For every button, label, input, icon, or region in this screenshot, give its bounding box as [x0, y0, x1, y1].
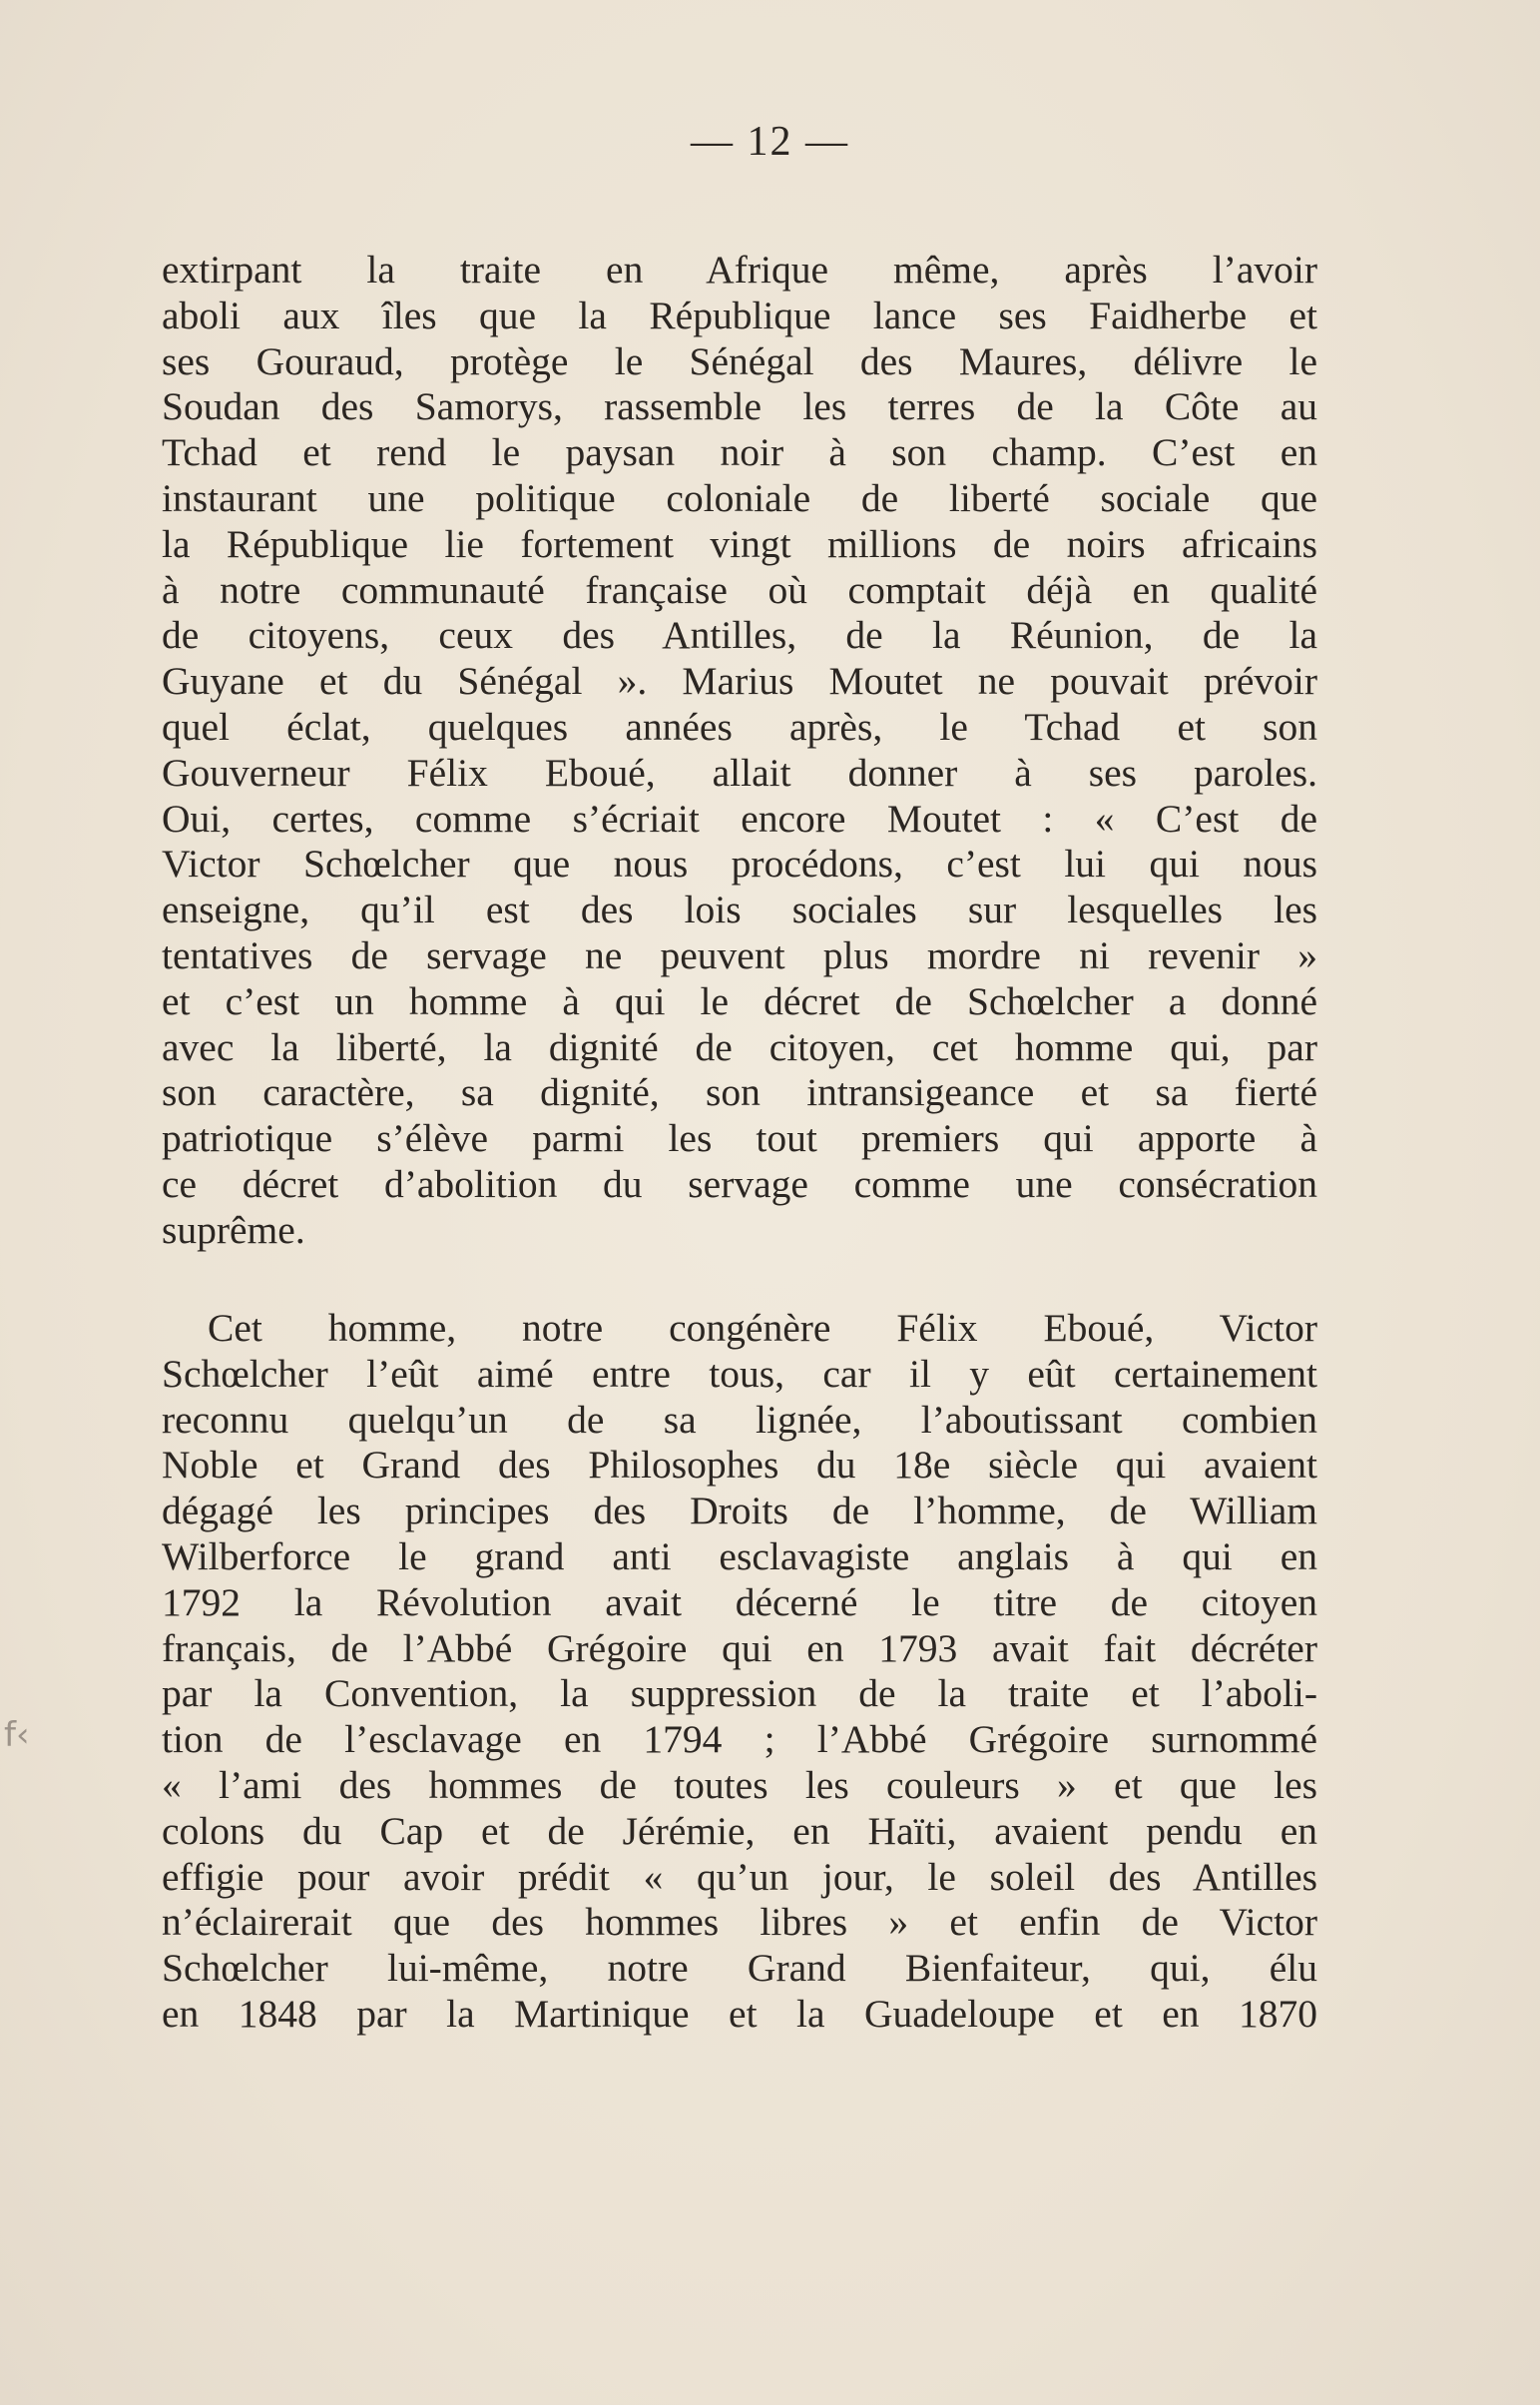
margin-pencil-mark: f‹	[4, 1715, 30, 1755]
text-line: tentatives de servage ne peuvent plus mordre ni revenir »	[162, 932, 1317, 977]
text-line: colons du Cap et de Jérémie, en Haïti, avaient pendu en	[162, 1808, 1317, 1853]
text-line: et c’est un homme à qui le décret de Schœlcher a donné	[162, 978, 1317, 1023]
text-line: « l’ami des hommes de toutes les couleurs » et que les	[162, 1762, 1317, 1807]
text-line: Tchad et rend le paysan noir à son champ. C’est en	[162, 430, 1317, 475]
text-line: la République lie fortement vingt millions de noirs africains	[162, 521, 1317, 566]
text-line: quel éclat, quelques années après, le Tchad et son	[162, 704, 1317, 749]
text-line: de citoyens, ceux des Antilles, de la Réunion, de la	[162, 613, 1317, 658]
text-line: enseigne, qu’il est des lois sociales sur lesquelles les	[162, 888, 1317, 932]
text-line: Noble et Grand des Philosophes du 18e siècle qui avaient	[162, 1443, 1317, 1488]
text-line: son caractère, sa dignité, son intransigeance et sa fierté	[162, 1070, 1317, 1115]
paragraph-2	[162, 1306, 1317, 2038]
text-line: Soudan des Samorys, rassemble les terres de la Côte au	[162, 384, 1317, 429]
text-line: en 1848 par la Martinique et la Guadeloupe et en 1870	[162, 1991, 1317, 2036]
text-line: reconnu quelqu’un de sa lignée, l’aboutissant combien	[162, 1397, 1317, 1442]
text-line: Schœlcher lui-même, notre Grand Bienfaiteur, qui, élu	[162, 1946, 1317, 1991]
text-line: Guyane et du Sénégal ». Marius Moutet ne pouvait prévoir	[162, 659, 1317, 704]
text-line: ses Gouraud, protège le Sénégal des Maures, délivre le	[162, 338, 1317, 383]
text-line: dégagé les principes des Droits de l’homme, de William	[162, 1489, 1317, 1533]
text-line: à notre communauté française où comptait déjà en qualité	[162, 567, 1317, 612]
page-number: — 12 —	[691, 119, 849, 165]
text-line: avec la liberté, la dignité de citoyen, cet homme qui, par	[162, 1024, 1317, 1069]
text-line: instaurant une politique coloniale de liberté sociale que	[162, 475, 1317, 520]
text-line: Victor Schœlcher que nous procédons, c’est lui qui nous	[162, 842, 1317, 887]
text-line: par la Convention, la suppression de la traite et l’aboli-	[162, 1671, 1317, 1716]
text-line: Schœlcher l’eût aimé entre tous, car il y eût certainement	[162, 1351, 1317, 1396]
text-line: suprême.	[162, 1207, 305, 1252]
text-line: ce décret d’abolition du servage comme une consécration	[162, 1161, 1317, 1206]
text-line: Wilberforce le grand anti esclavagiste anglais à qui en	[162, 1533, 1317, 1578]
text-line: effigie pour avoir prédit « qu’un jour, le soleil des Antilles	[162, 1854, 1317, 1899]
text-line: Gouverneur Félix Eboué, allait donner à ses paroles.	[162, 750, 1317, 795]
text-line: français, de l’Abbé Grégoire qui en 1793 avait fait décréter	[162, 1625, 1317, 1670]
text-line: n’éclairerait que des hommes libres » et enfin de Victor	[162, 1900, 1317, 1945]
text-line: Oui, certes, comme s’écriait encore Moutet : « C’est de	[162, 796, 1317, 841]
text-line: Cet homme, notre congénère Félix Eboué, Victor	[208, 1306, 1317, 1350]
text-line: patriotique s’élève parmi les tout premiers qui apporte à	[162, 1116, 1317, 1161]
text-line: tion de l’esclavage en 1794 ; l’Abbé Grégoire surnommé	[162, 1717, 1317, 1762]
text-line: 1792 la Révolution avait décerné le titre de citoyen	[162, 1579, 1317, 1624]
text-line: aboli aux îles que la République lance ses Faidherbe et	[162, 293, 1317, 337]
paragraph-1	[162, 248, 1317, 1254]
text-line: extirpant la traite en Afrique même, après l’avoir	[162, 248, 1317, 292]
